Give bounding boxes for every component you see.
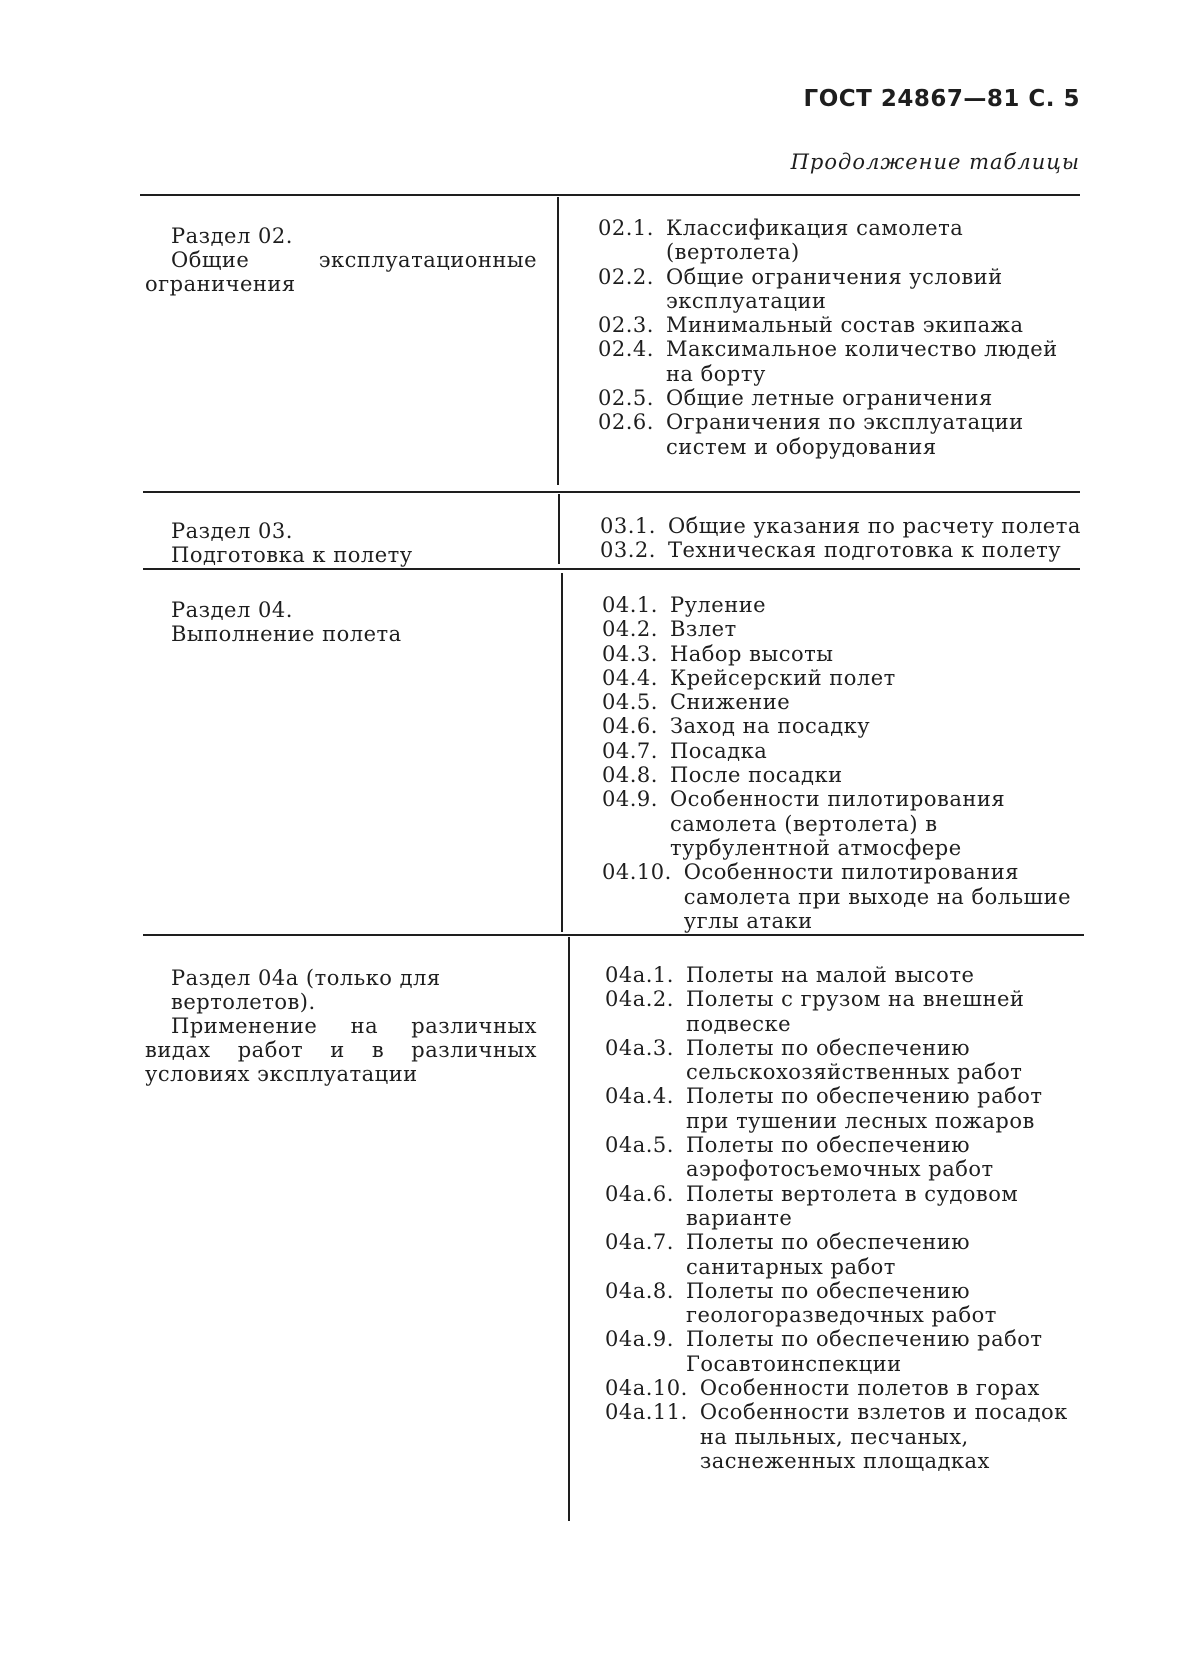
list-item — [602, 642, 1084, 666]
item-number: 04а.11. — [605, 1400, 688, 1425]
list-item — [598, 410, 1080, 459]
item-number: 04а.3. — [605, 1035, 674, 1060]
list-item — [598, 265, 1080, 314]
item-number: 04.6. — [602, 714, 658, 739]
section-label: Раздел 04а (только для вертолетов). — [171, 966, 441, 1014]
item-text: Максимальное количество людей на борту — [665, 337, 1058, 386]
list-item — [598, 337, 1080, 386]
item-text: Полеты по обеспечению аэрофотосъемочных работ — [685, 1133, 994, 1182]
list-item — [602, 617, 1084, 641]
item-text: Полеты вертолета в судовом варианте — [685, 1181, 1019, 1230]
item-text: Полеты по обеспечению работ Госавтоинспекции — [685, 1327, 1043, 1376]
section-02-items — [598, 216, 1080, 459]
item-text: После посадки — [669, 763, 843, 788]
item-number: 04.10. — [602, 860, 672, 885]
item-text: Полеты по обеспечению геологоразведочных работ — [685, 1278, 997, 1328]
table-continuation-caption: Продолжение таблицы — [790, 150, 1080, 174]
item-number: 02.6. — [598, 410, 654, 435]
item-number: 03.1. — [600, 514, 656, 538]
list-item — [605, 1400, 1087, 1473]
item-number: 03.2. — [600, 538, 656, 563]
section-description: Применение на различных видах работ и в различных условиях эксплуатации — [145, 1014, 537, 1086]
list-item — [605, 1182, 1087, 1231]
list-item — [598, 386, 1080, 410]
item-number: 04а.8. — [605, 1278, 674, 1303]
item-number: 02.2. — [598, 264, 654, 289]
list-item — [605, 1133, 1087, 1182]
section-04a-title — [145, 966, 537, 1086]
row-divider — [143, 568, 1080, 570]
section-label: Раздел 03. — [171, 519, 293, 543]
item-text: Общие указания по расчету полета — [667, 514, 1081, 538]
item-text: Ограничения по эксплуатации систем и оборудования — [665, 410, 1024, 459]
item-number: 04а.5. — [605, 1133, 674, 1158]
list-item — [602, 666, 1084, 690]
item-number: 04а.7. — [605, 1230, 674, 1255]
list-item — [602, 763, 1084, 787]
item-text: Заход на посадку — [669, 714, 871, 739]
item-number: 04а.10. — [605, 1376, 688, 1401]
item-number: 02.1. — [598, 216, 654, 240]
list-item — [602, 690, 1084, 714]
item-number: 02.5. — [598, 386, 654, 411]
column-divider — [557, 197, 559, 485]
item-text: Общие летные ограничения — [665, 386, 993, 411]
item-text: Особенности пилотирования самолета (вертолета) в турбулентной атмосфере — [669, 787, 1006, 860]
item-number: 04.2. — [602, 617, 658, 642]
item-number: 04.9. — [602, 787, 658, 812]
item-text: Полеты на малой высоте — [685, 963, 975, 987]
section-label: Раздел 04. — [171, 598, 293, 622]
list-item — [598, 313, 1080, 337]
list-item — [605, 1376, 1087, 1400]
item-number: 04.8. — [602, 763, 658, 788]
item-text: Полеты с грузом на внешней подвеске — [685, 987, 1025, 1036]
list-item — [605, 963, 1087, 987]
list-item — [605, 1279, 1087, 1328]
column-divider — [568, 937, 570, 1521]
list-item — [598, 216, 1080, 265]
column-divider — [558, 494, 560, 564]
item-text: Посадка — [669, 738, 768, 763]
section-04-items — [602, 593, 1084, 933]
item-text: Крейсерский полет — [669, 665, 896, 690]
list-item — [600, 538, 1082, 562]
item-text: Минимальный состав экипажа — [665, 313, 1024, 338]
list-item — [605, 1036, 1087, 1085]
item-text: Особенности взлетов и посадок на пыльных, песчаных, заснеженных площадках — [699, 1400, 1068, 1473]
item-text: Снижение — [669, 690, 791, 715]
item-text: Руление — [669, 593, 767, 617]
section-03-title — [145, 519, 537, 567]
item-number: 04а.4. — [605, 1084, 674, 1109]
item-text: Взлет — [669, 617, 737, 642]
list-item — [602, 593, 1084, 617]
list-item — [605, 1230, 1087, 1279]
list-item — [600, 514, 1082, 538]
item-text: Полеты по обеспечению работ при тушении лесных пожаров — [685, 1084, 1043, 1133]
row-divider — [143, 491, 1080, 493]
item-number: 02.4. — [598, 337, 654, 362]
item-number: 04.1. — [602, 593, 658, 617]
section-label: Раздел 02. — [171, 224, 293, 248]
item-number: 04а.2. — [605, 987, 674, 1012]
section-description: Подготовка к полету — [171, 543, 413, 567]
list-item — [605, 1327, 1087, 1376]
section-04-title — [145, 598, 537, 646]
item-text: Техническая подготовка к полету — [667, 538, 1062, 563]
list-item — [602, 714, 1084, 738]
section-02-title — [145, 224, 537, 296]
document-code: ГОСТ 24867—81 С. 5 — [803, 86, 1080, 112]
table-top-border — [140, 194, 1080, 196]
section-description: Общие эксплуатационные ограничения — [145, 248, 537, 296]
item-number: 04.5. — [602, 690, 658, 715]
item-number: 04.4. — [602, 665, 658, 690]
item-number: 02.3. — [598, 313, 654, 338]
list-item — [605, 1084, 1087, 1133]
item-number: 04а.1. — [605, 963, 674, 987]
item-number: 04.7. — [602, 738, 658, 763]
item-text: Общие ограничения условий эксплуатации — [665, 264, 1003, 313]
item-number: 04а.6. — [605, 1181, 674, 1206]
section-03-items — [600, 514, 1082, 563]
item-number: 04а.9. — [605, 1327, 674, 1352]
list-item — [602, 739, 1084, 763]
item-text: Особенности пилотирования самолета при выходе на большие углы атаки — [683, 860, 1072, 933]
item-text: Классификация самолета (вертолета) — [665, 216, 964, 265]
column-divider — [561, 573, 563, 932]
item-text: Полеты по обеспечению санитарных работ — [685, 1230, 970, 1279]
list-item — [602, 787, 1084, 860]
section-description: Выполнение полета — [171, 622, 402, 646]
item-text: Полеты по обеспечению сельскохозяйственных работ — [685, 1035, 1023, 1085]
row-divider — [143, 934, 1084, 936]
item-text: Набор высоты — [669, 641, 834, 666]
list-item — [605, 987, 1087, 1036]
item-text: Особенности полетов в горах — [699, 1376, 1040, 1401]
list-item — [602, 860, 1084, 933]
section-04a-items — [605, 963, 1087, 1473]
item-number: 04.3. — [602, 641, 658, 666]
